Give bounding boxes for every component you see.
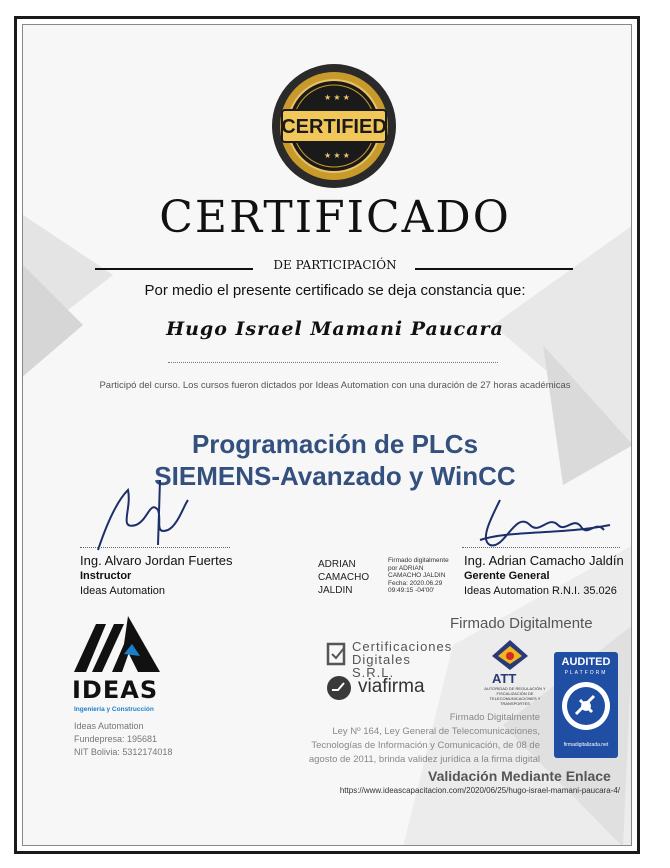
recipient-name: Hugo Israel Mamani Paucara bbox=[166, 318, 504, 340]
digital-stamp-name bbox=[318, 558, 369, 597]
course-title-line1: Programación de PLCs bbox=[191, 429, 479, 459]
stamp-name-line1: ADRIAN bbox=[318, 559, 356, 570]
audited-text: AUDITED bbox=[561, 656, 611, 668]
att-icon bbox=[488, 638, 532, 672]
stamp-name-line2: CAMACHO bbox=[318, 572, 370, 583]
viafirma-icon bbox=[326, 675, 352, 701]
manager-org: Ideas Automation R.N.I. 35.026 bbox=[464, 585, 617, 597]
company-info bbox=[74, 720, 172, 759]
validation-link[interactable]: https://www.ideascapacitacion.com/2020/06/25/hugo-israel-mamani-paucara-4/ bbox=[339, 786, 620, 795]
ideas-logo-text: IDEAS bbox=[72, 676, 159, 704]
att-text: ATT bbox=[492, 671, 517, 686]
validation-heading: Validación Mediante Enlace bbox=[428, 768, 611, 784]
company-fundempresa: Fundepresa: 195681 bbox=[74, 734, 158, 744]
instructor-role: Instructor bbox=[80, 570, 132, 582]
course-title-line2: SIEMENS-Avanzado y WinCC bbox=[154, 461, 516, 491]
stamp-line3: CAMACHO JALDIN bbox=[388, 572, 446, 579]
legal-text bbox=[300, 711, 540, 767]
legal-line1: Ley Nº 164, Ley General de Telecomunicaciones, bbox=[332, 726, 540, 737]
seal-text: CERTIFIED bbox=[281, 116, 387, 138]
stamp-line5: 09:49:15 -04'00' bbox=[388, 587, 435, 594]
viafirma-logo bbox=[326, 674, 456, 702]
instructor-org: Ideas Automation bbox=[80, 585, 166, 597]
company-nit: NIT Bolivia: 5312174018 bbox=[74, 747, 173, 757]
manager-signature bbox=[470, 490, 620, 560]
cd-line2: Digitales S.R.L. bbox=[352, 652, 411, 680]
ideas-logo-mark bbox=[72, 614, 162, 674]
instructor-sign-line bbox=[80, 547, 230, 548]
cd-line1: Certificaciones bbox=[352, 639, 453, 654]
digital-stamp-details bbox=[388, 557, 449, 595]
legal-line2: Tecnologías de Información y Comunicación, de 08 de bbox=[311, 740, 540, 751]
digital-signed-heading: Firmado Digitalmente bbox=[450, 615, 593, 632]
course-description: Participó del curso. Los cursos fueron dictados por Ideas Automation con una duración de 27 horas académicas bbox=[99, 380, 571, 391]
manager-sign-line bbox=[462, 547, 620, 548]
instructor-name: Ing. Alvaro Jordan Fuertes bbox=[80, 553, 233, 568]
svg-text:★ ★ ★: ★ ★ ★ bbox=[324, 151, 350, 160]
certificate-subtitle bbox=[0, 258, 670, 272]
svg-text:★ ★ ★: ★ ★ ★ bbox=[324, 93, 350, 102]
ideas-logo-subtitle: Ingeniería y Construcción bbox=[74, 706, 154, 713]
stamp-name-line3: JALDIN bbox=[318, 585, 353, 596]
cd-logo-icon bbox=[326, 642, 348, 666]
intro-text: Por medio el presente certificado se deja constancia que: bbox=[144, 282, 526, 299]
certified-seal bbox=[268, 62, 400, 190]
certificaciones-digitales-logo bbox=[326, 639, 456, 680]
certificate-title: CERTIFICADO bbox=[159, 192, 511, 243]
legal-line3: agosto de 2011, brinda validez jurídica a la firma digital bbox=[308, 754, 540, 765]
audited-sub: PLATFORM bbox=[564, 670, 608, 676]
viafirma-text: viafirma bbox=[358, 676, 425, 697]
subtitle-text: DE PARTICIPACIÓN bbox=[269, 258, 400, 272]
att-logo bbox=[476, 638, 554, 706]
company-name: Ideas Automation bbox=[74, 721, 144, 731]
manager-name: Ing. Adrian Camacho Jaldín bbox=[464, 553, 624, 568]
stamp-line4: Fecha: 2020.06.29 bbox=[388, 579, 443, 587]
stamp-line1: Firmado digitalmente bbox=[388, 557, 449, 564]
att-subtitle: AUTORIDAD DE REGULACIÓN Y FISCALIZACIÓN DE TELECOMUNICACIONES Y TRANSPORTES bbox=[484, 686, 546, 706]
stamp-line2: por ADRIAN bbox=[388, 564, 424, 572]
audited-footer: firmadigitalizada.net bbox=[563, 742, 609, 748]
legal-title: Firmado Digitalmente bbox=[449, 712, 540, 723]
name-dotted-line bbox=[168, 362, 498, 363]
audited-platform-badge bbox=[554, 652, 618, 758]
manager-role: Gerente General bbox=[464, 570, 550, 582]
audited-seal-icon bbox=[560, 680, 612, 732]
